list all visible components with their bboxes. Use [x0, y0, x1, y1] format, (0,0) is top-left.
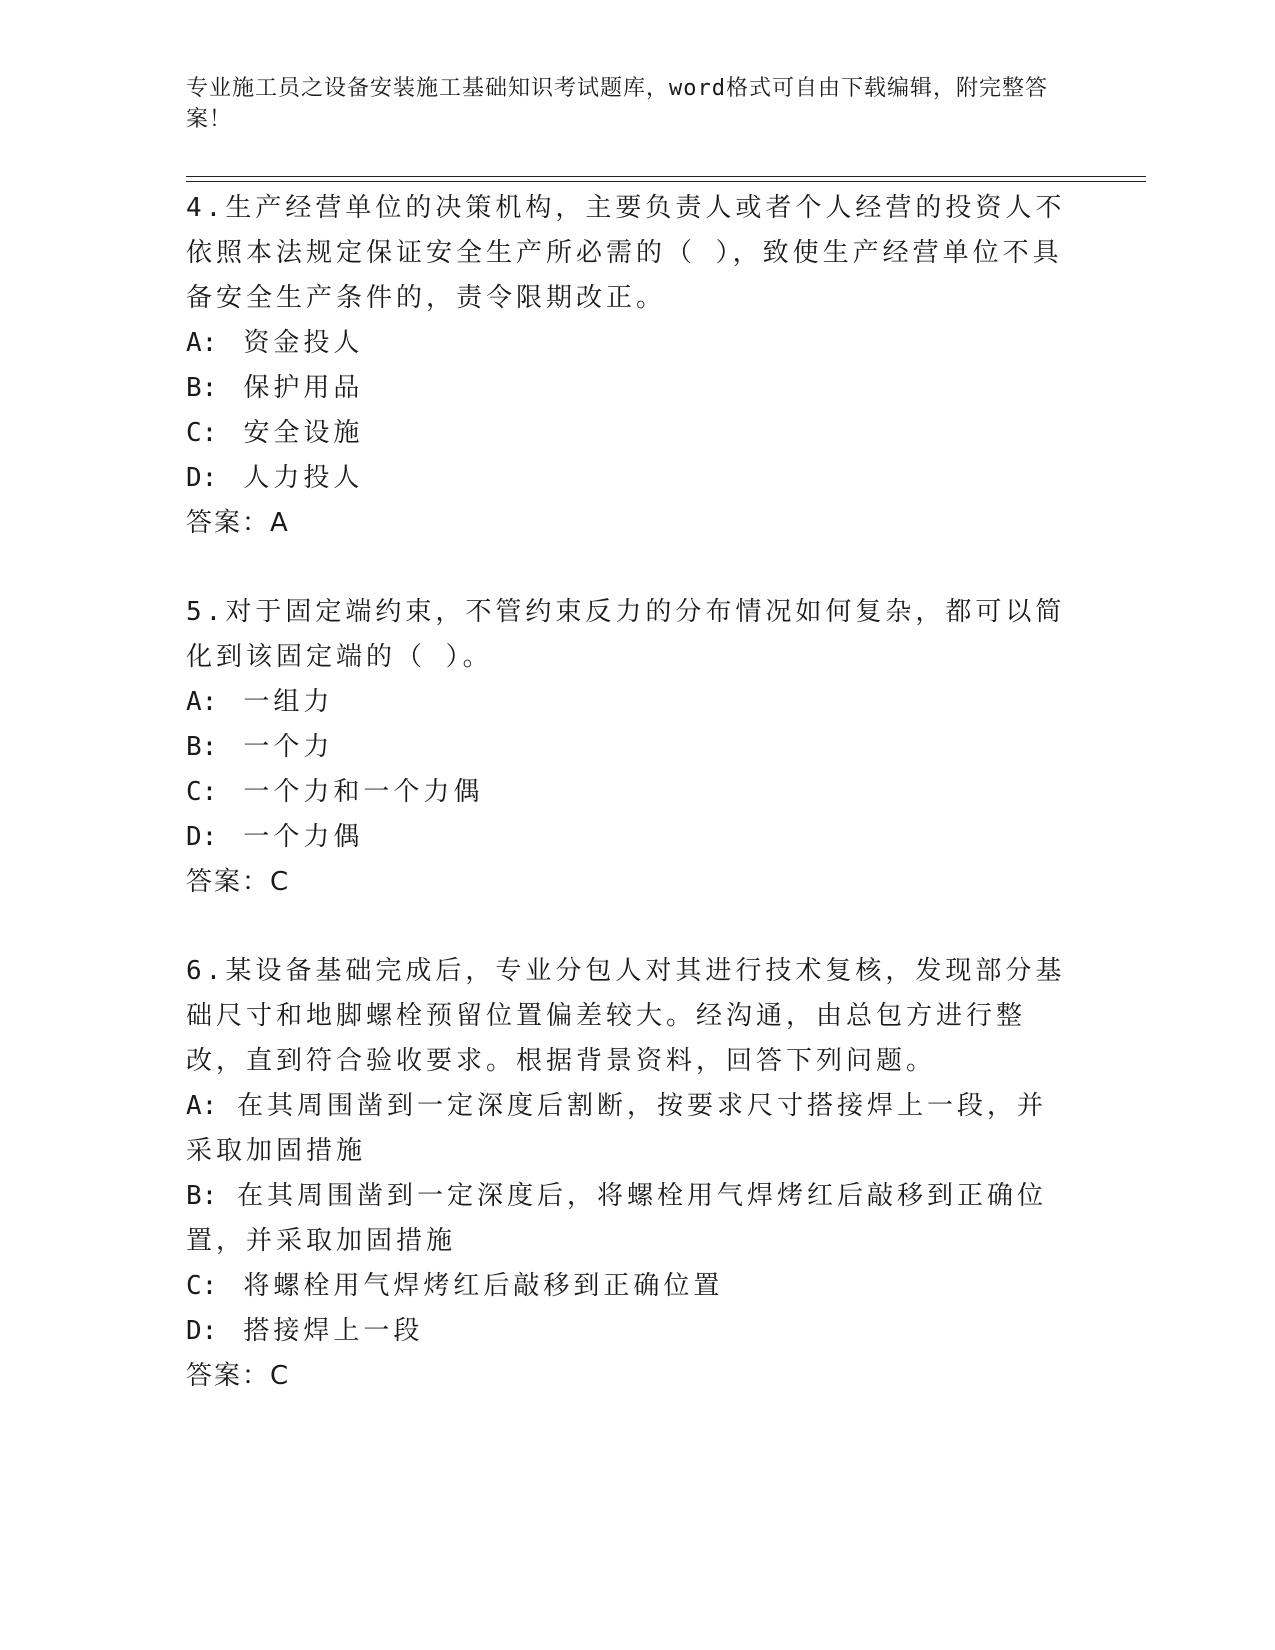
question-list	[186, 186, 1066, 1443]
question-stem: 某设备基础完成后，专业分包人对其进行技术复核，发现部分基础尺寸和地脚螺栓预留位置偏差较大。经沟通，由总包方进行整改，直到符合验收要求。根据背景资料，回答下列问题。	[186, 956, 1066, 1076]
option-text: 资金投人	[243, 328, 364, 358]
option-d	[186, 1309, 1066, 1354]
option-b	[186, 366, 1066, 411]
option-key: D:	[186, 822, 218, 852]
option-c	[186, 1264, 1066, 1309]
question-item	[186, 590, 1066, 905]
answer-label: 答案：A	[186, 508, 290, 538]
question-item	[186, 186, 1066, 546]
option-key: A:	[186, 1091, 218, 1121]
question-number: 6.	[186, 956, 226, 986]
option-key: D:	[186, 463, 218, 493]
option-text: 搭接焊上一段	[243, 1316, 424, 1346]
option-text: 一个力	[243, 732, 334, 762]
option-text: 人力投人	[243, 463, 364, 493]
option-key: B:	[186, 1181, 218, 1211]
question-text	[186, 590, 1066, 680]
question-number: 4.	[186, 193, 226, 223]
option-b	[186, 725, 1066, 770]
answer-label: 答案：C	[186, 1361, 291, 1391]
option-text: 将螺栓用气焊烤红后敲移到正确位置	[243, 1271, 724, 1301]
option-text: 一组力	[243, 687, 334, 717]
option-text: 安全设施	[243, 418, 364, 448]
option-key: D:	[186, 1316, 218, 1346]
option-key: C:	[186, 777, 218, 807]
option-key: A:	[186, 687, 218, 717]
option-key: A:	[186, 328, 218, 358]
option-text: 保护用品	[243, 373, 364, 403]
answer-label: 答案：C	[186, 867, 291, 897]
option-c	[186, 411, 1066, 456]
option-text: 在其周围凿到一定深度后割断，按要求尺寸搭接焊上一段，并采取加固措施	[186, 1091, 1047, 1166]
option-key: B:	[186, 732, 218, 762]
header-rule-top	[186, 176, 1146, 177]
question-text	[186, 186, 1066, 321]
option-b	[186, 1174, 1066, 1264]
document-header: 专业施工员之设备安装施工基础知识考试题库，word格式可自由下载编辑，附完整答案！	[186, 76, 1048, 132]
question-stem: 对于固定端约束，不管约束反力的分布情况如何复杂，都可以简化到该固定端的（ ）。	[186, 597, 1066, 672]
option-key: C:	[186, 1271, 218, 1301]
option-key: B:	[186, 373, 218, 403]
option-a	[186, 321, 1066, 366]
option-d	[186, 815, 1066, 860]
option-a	[186, 1084, 1066, 1174]
option-a	[186, 680, 1066, 725]
option-d	[186, 456, 1066, 501]
option-text: 一个力偶	[243, 822, 364, 852]
option-text: 在其周围凿到一定深度后，将螺栓用气焊烤红后敲移到正确位置，并采取加固措施	[186, 1181, 1047, 1256]
option-key: C:	[186, 418, 218, 448]
header-rule-bottom	[186, 181, 1146, 182]
question-stem: 生产经营单位的决策机构，主要负责人或者个人经营的投资人不依照本法规定保证安全生产所必需的（ ），致使生产经营单位不具备安全生产条件的，责令限期改正。	[186, 193, 1066, 313]
question-item	[186, 949, 1066, 1399]
option-c	[186, 770, 1066, 815]
option-text: 一个力和一个力偶	[243, 777, 484, 807]
question-text	[186, 949, 1066, 1084]
question-number: 5.	[186, 597, 226, 627]
